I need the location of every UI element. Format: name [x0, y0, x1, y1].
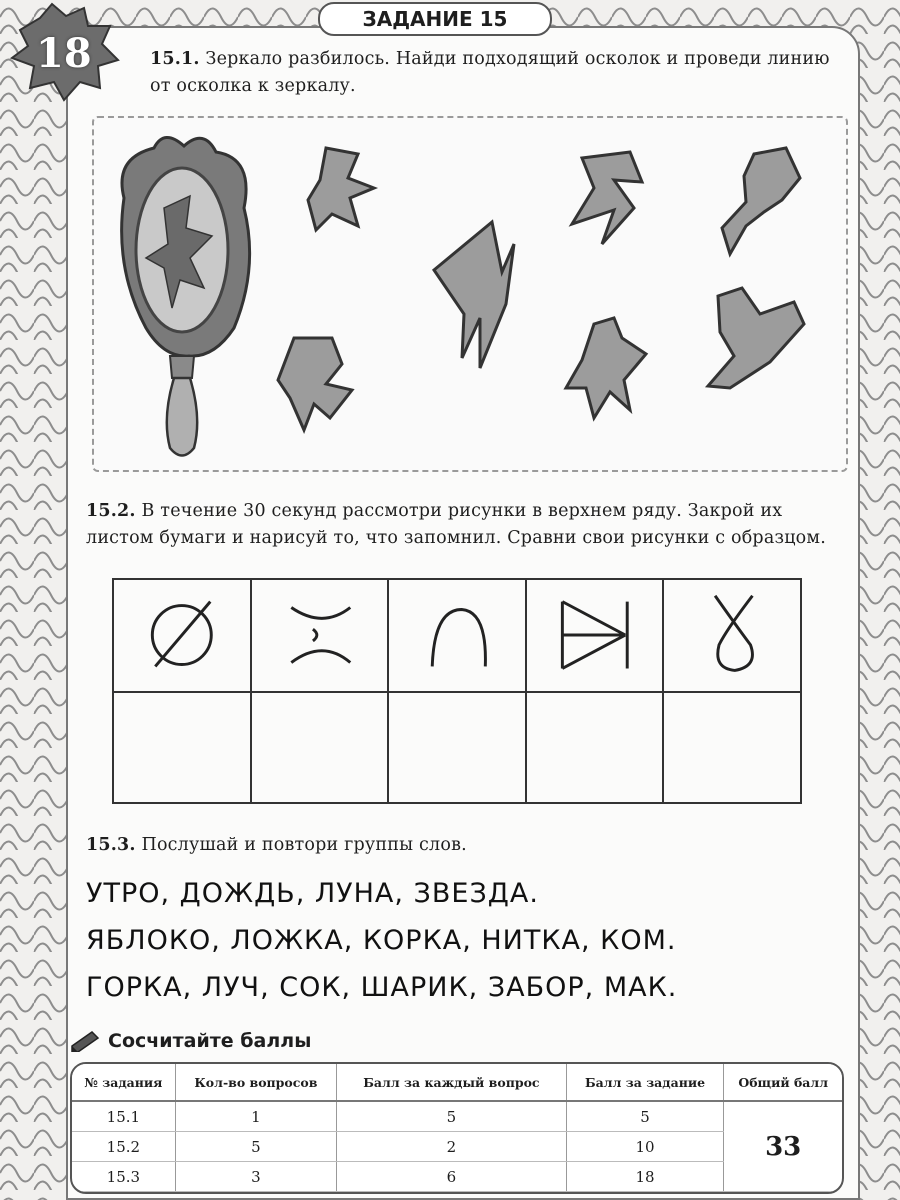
word-group-1: УТРО, ДОЖДЬ, ЛУНА, ЗВЕЗДА.	[86, 878, 539, 909]
shard-6[interactable]	[566, 318, 646, 418]
shard-1[interactable]	[308, 148, 374, 230]
table-cell: 15.2	[72, 1132, 175, 1162]
task-15-1-instruction	[150, 46, 844, 100]
task-number: 15.2.	[86, 501, 136, 521]
drawing-cell[interactable]	[388, 692, 526, 803]
table-header: Балл за задание	[566, 1064, 724, 1101]
shard-7[interactable]	[708, 288, 804, 388]
pencil-icon	[70, 1030, 102, 1052]
score-title	[70, 1030, 311, 1052]
sample-diode	[526, 579, 664, 692]
sample-loop	[663, 579, 801, 692]
word-group-2: ЯБЛОКО, ЛОЖКА, КОРКА, НИТКА, КОМ.	[86, 925, 677, 956]
table-cell: 5	[175, 1132, 336, 1162]
score-title-text: Сосчитайте баллы	[108, 1030, 312, 1052]
table-cell: 15.3	[72, 1162, 175, 1192]
table-header: Кол-во вопросов	[175, 1064, 336, 1101]
broken-mirror-picture	[122, 137, 250, 455]
shard-5[interactable]	[278, 338, 352, 430]
sample-circle-slash	[113, 579, 251, 692]
table-cell: 1	[175, 1101, 336, 1132]
word-group-3: ГОРКА, ЛУЧ, СОК, ШАРИК, ЗАБОР, МАК.	[86, 972, 678, 1003]
table-header: № задания	[72, 1064, 175, 1101]
score-table	[70, 1062, 844, 1194]
table-cell: 6	[337, 1162, 567, 1192]
sample-two-arcs	[251, 579, 389, 692]
table-cell: 15.1	[72, 1101, 175, 1132]
drawing-cell[interactable]	[526, 692, 664, 803]
table-header: Балл за каждый вопрос	[337, 1064, 567, 1101]
sample-arch	[388, 579, 526, 692]
table-cell: 5	[566, 1101, 724, 1132]
drawing-cell[interactable]	[251, 692, 389, 803]
task-number: 15.3.	[86, 835, 136, 855]
table-cell: 2	[337, 1132, 567, 1162]
shard-2[interactable]	[572, 152, 642, 244]
task-text: В течение 30 секунд рассмотри рисунки в верхнем ряду. Закрой их листом бумаги и нарисуй то, что запомнил. Сравни свои рисунки с образцом.	[86, 501, 826, 548]
shard-4[interactable]	[434, 222, 514, 368]
shard-3[interactable]	[722, 148, 800, 254]
task-15-2-instruction	[86, 498, 844, 552]
task-number: 15.1.	[150, 49, 200, 69]
task-text: Зеркало разбилось. Найди подходящий осколок и проведи линию от осколка к зеркалу.	[150, 49, 830, 96]
table-cell: 18	[566, 1162, 724, 1192]
table-row	[72, 1101, 842, 1132]
table-cell: 10	[566, 1132, 724, 1162]
table-header: Общий балл	[724, 1064, 842, 1101]
page-number: 18	[36, 30, 92, 77]
drawing-grid	[112, 578, 802, 804]
page-title: ЗАДАНИЕ 15	[318, 2, 552, 36]
drawing-cell[interactable]	[113, 692, 251, 803]
mirror-exercise-area	[92, 116, 848, 472]
task-text: Послушай и повтори группы слов.	[141, 835, 467, 855]
task-15-3-instruction	[86, 832, 844, 859]
total-score: 33	[724, 1101, 842, 1192]
table-cell: 3	[175, 1162, 336, 1192]
table-cell: 5	[337, 1101, 567, 1132]
drawing-cell[interactable]	[663, 692, 801, 803]
